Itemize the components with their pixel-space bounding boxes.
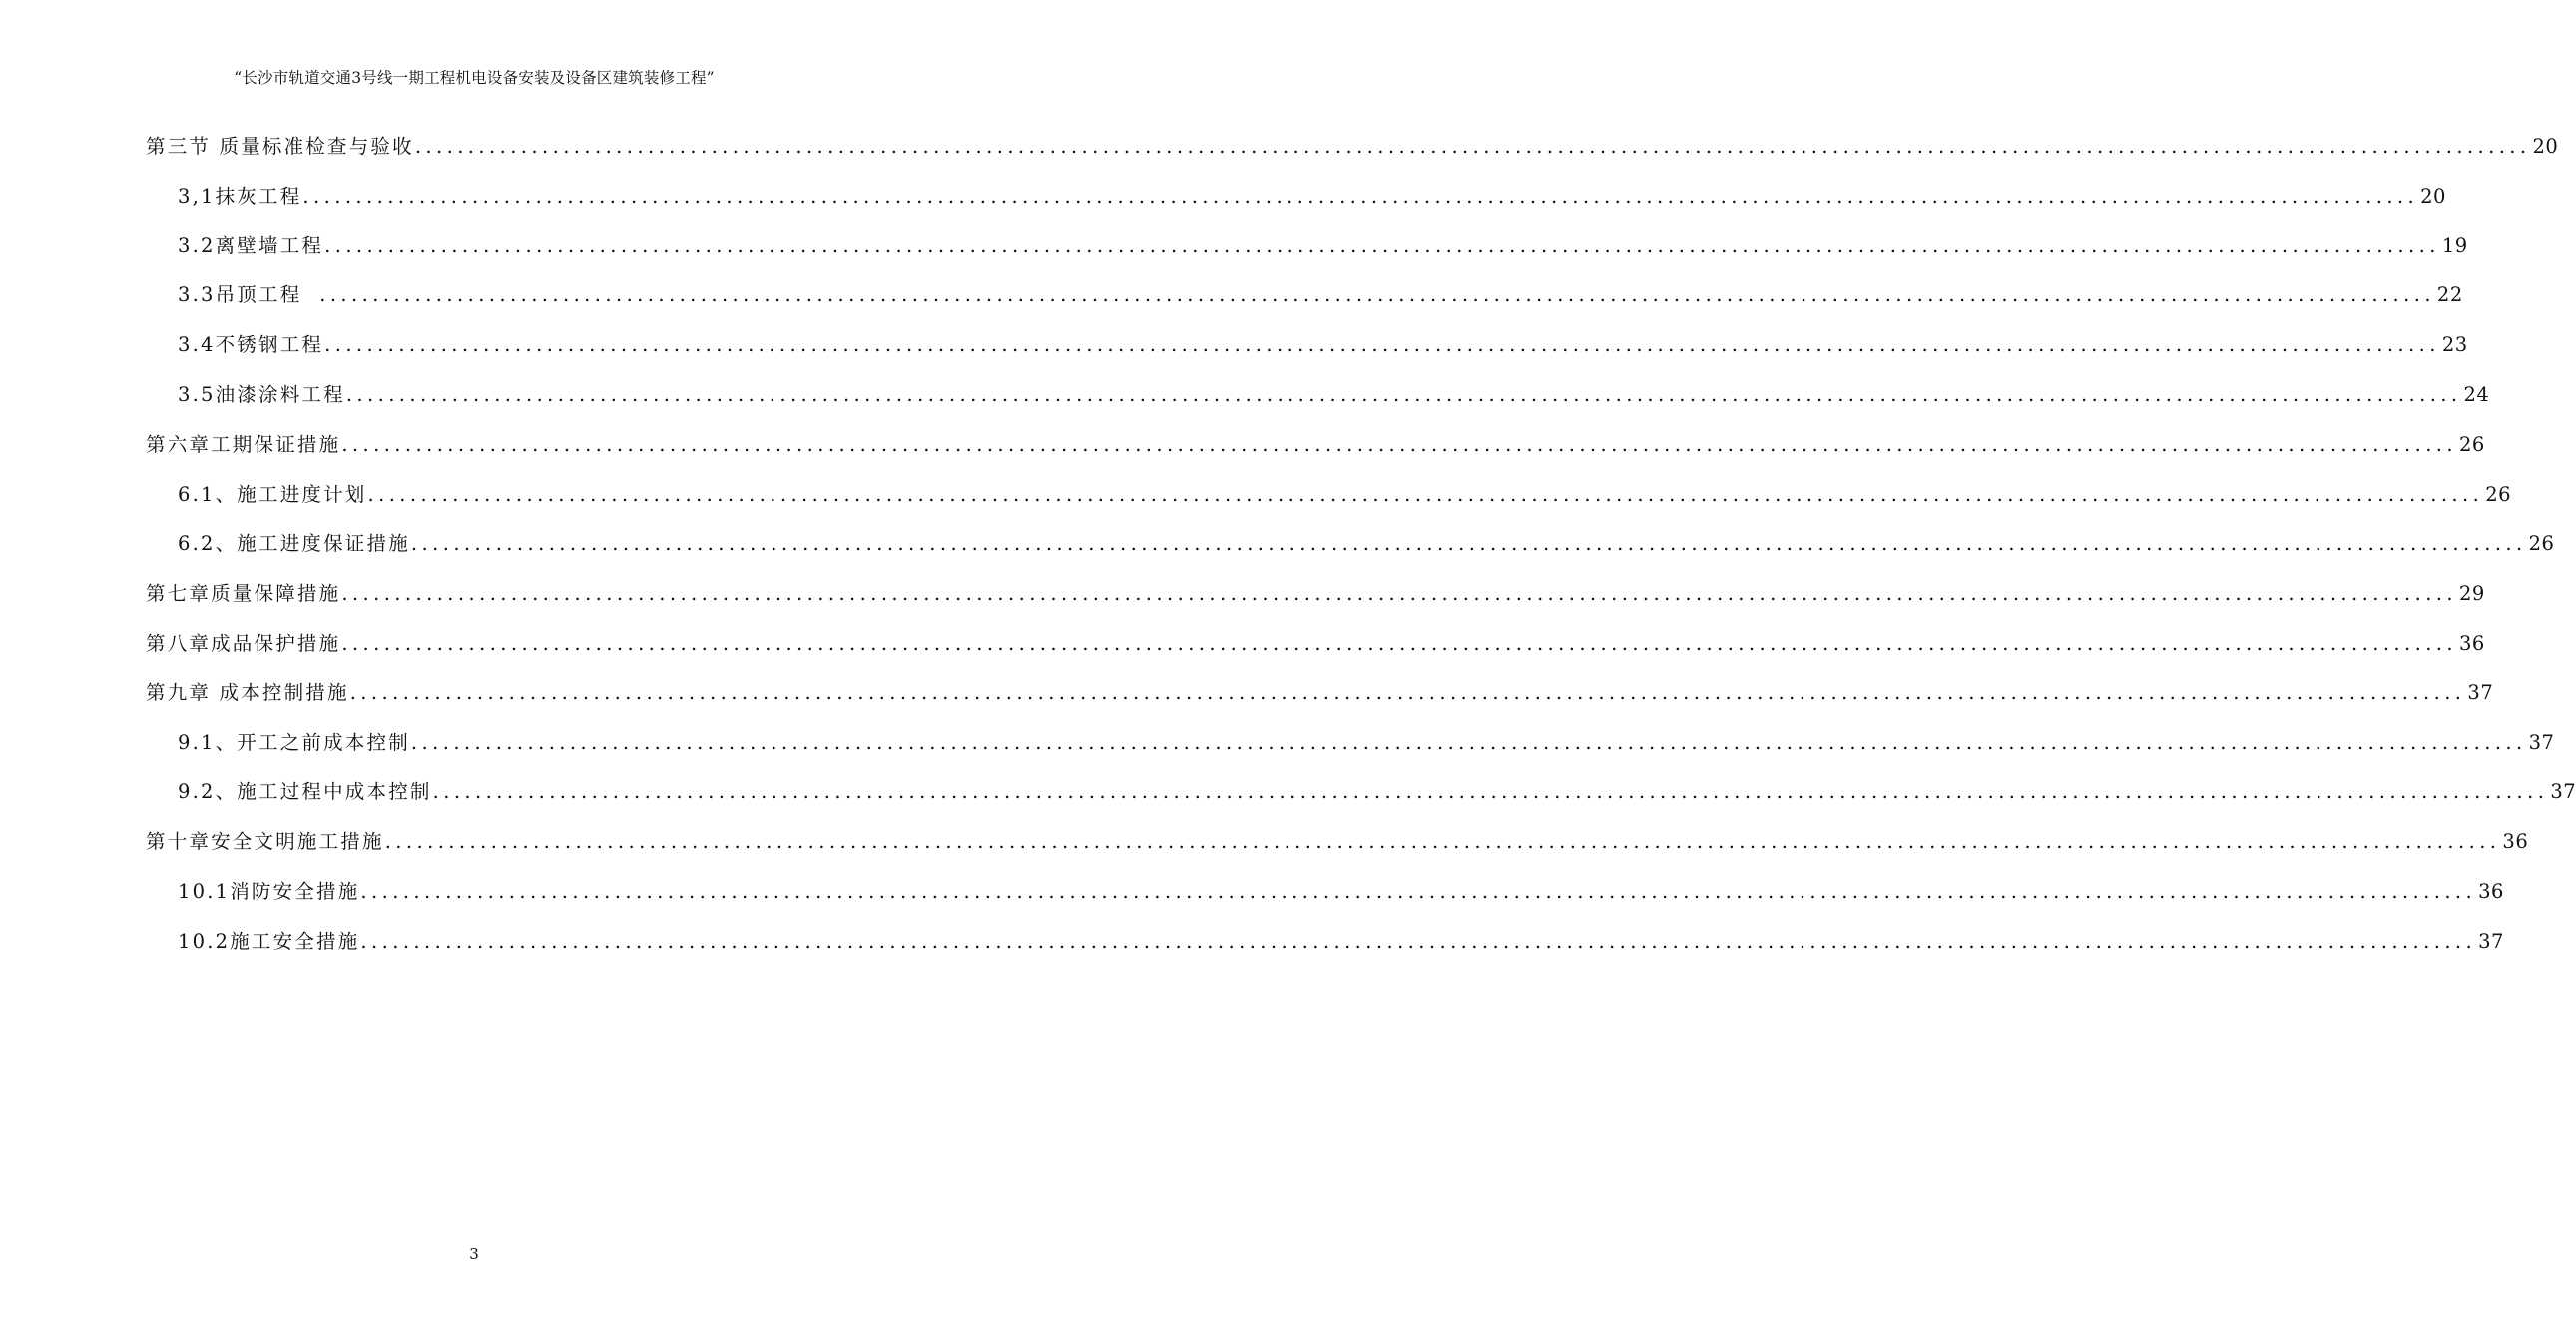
toc-dot-leader: ........................................................................................................................................................................................................ — [367, 482, 2484, 506]
toc-entry-title: 3.5油漆涂料工程 — [178, 382, 345, 406]
toc-entry-page: 37 — [2478, 929, 2504, 953]
toc-entry-title: 第六章工期保证措施 — [146, 432, 341, 456]
toc-entry[interactable] — [146, 131, 2559, 181]
toc-entry[interactable] — [146, 578, 2485, 628]
toc-dot-leader: ........................................................................................................................................................................................................ — [341, 582, 2458, 606]
toc-entry[interactable] — [146, 279, 2463, 329]
toc-dot-leader: ........................................................................................................................................................................................................ — [360, 929, 2477, 953]
toc-entry-page: 26 — [2459, 432, 2485, 456]
toc-entry-title: 3,1抹灰工程 — [178, 184, 302, 208]
toc-entry-title: 10.2施工安全措施 — [178, 929, 360, 953]
toc-entry-page: 37 — [2467, 680, 2494, 704]
toc-entry-page: 23 — [2441, 333, 2468, 357]
toc-dot-leader: ........................................................................................................................................................................................................ — [349, 680, 2466, 704]
toc-dot-leader: ........................................................................................................................................................................................................ — [360, 879, 2477, 903]
toc-dot-leader: ........................................................................................................................................................................................................ — [384, 830, 2501, 854]
toc-entry[interactable] — [146, 181, 2446, 230]
toc-entry-page: 37 — [2528, 730, 2555, 754]
toc-dot-leader: ........................................................................................................................................................................................................ — [324, 333, 2440, 357]
toc-entry-title: 10.1消防安全措施 — [178, 879, 360, 903]
toc-dot-leader: ........................................................................................................................................................................................................ — [341, 631, 2458, 655]
toc-entry[interactable] — [146, 329, 2468, 379]
toc-entry-title: 第十章安全文明施工措施 — [146, 830, 384, 854]
toc-entry-page: 26 — [2485, 482, 2512, 506]
toc-entry[interactable] — [146, 379, 2490, 429]
toc-entry[interactable] — [146, 230, 2468, 280]
toc-dot-leader: ........................................................................................................................................................................................................ — [302, 184, 2419, 208]
toc-entry-title: 6.2、施工进度保证措施 — [178, 532, 410, 556]
toc-entry[interactable] — [146, 628, 2485, 677]
toc-entry-page: 20 — [2532, 135, 2559, 158]
toc-entry-page: 36 — [2502, 830, 2529, 854]
toc-dot-leader: ........................................................................................................................................................................................................ — [410, 730, 2527, 754]
page-header: “长沙市轨道交通3号线一期工程机电设备安装及设备区建筑装修工程” — [234, 69, 715, 87]
toc-entry[interactable] — [146, 479, 2512, 529]
toc-entry-title: 6.1、施工进度计划 — [178, 482, 367, 506]
toc-dot-leader: ........................................................................................................................................................................................................ — [324, 233, 2440, 257]
toc-entry-page: 29 — [2459, 582, 2485, 606]
toc-entry-page: 22 — [2436, 283, 2463, 307]
toc-entry-title: 第八章成品保护措施 — [146, 631, 341, 655]
toc-dot-leader: ........................................................................................................................................................................................................ — [341, 432, 2458, 456]
toc-entry-page: 36 — [2459, 631, 2485, 655]
toc-entry[interactable] — [146, 528, 2555, 578]
toc-dot-leader: ........................................................................................................................................................................................................ — [432, 780, 2549, 804]
toc-entry-title: 第九章 成本控制措施 — [146, 680, 349, 704]
toc-dot-leader: ........................................................................................................................................................................................................ — [414, 135, 2531, 158]
toc-entry-title: 9.2、施工过程中成本控制 — [178, 780, 432, 804]
toc-entry[interactable] — [146, 776, 2576, 826]
toc-entry-page: 36 — [2478, 879, 2504, 903]
toc-entry-title: 3.3吊顶工程 — [178, 283, 319, 307]
toc-entry-page: 26 — [2528, 532, 2555, 556]
toc-entry-title: 3.4不锈钢工程 — [178, 333, 324, 357]
toc-entry[interactable] — [146, 677, 2494, 727]
toc-entry-page: 24 — [2463, 382, 2490, 406]
toc-entry[interactable] — [146, 926, 2504, 976]
toc-entry[interactable] — [146, 876, 2504, 926]
page-number: 3 — [469, 1245, 479, 1263]
toc-dot-leader: ........................................................................................................................................................................................................ — [319, 283, 2435, 307]
toc-entry[interactable] — [146, 727, 2555, 777]
toc-entry-title: 9.1、开工之前成本控制 — [178, 730, 410, 754]
table-of-contents — [146, 131, 2576, 976]
toc-dot-leader: ........................................................................................................................................................................................................ — [410, 532, 2527, 556]
toc-entry[interactable] — [146, 826, 2529, 876]
toc-entry-page: 19 — [2441, 233, 2468, 257]
toc-dot-leader: ........................................................................................................................................................................................................ — [345, 382, 2462, 406]
toc-entry-title: 3.2离壁墙工程 — [178, 233, 324, 257]
toc-entry-page: 20 — [2420, 184, 2446, 208]
toc-entry-page: 37 — [2550, 780, 2576, 804]
toc-entry-title: 第七章质量保障措施 — [146, 582, 341, 606]
toc-entry[interactable] — [146, 429, 2485, 479]
toc-entry-title: 第三节 质量标准检查与验收 — [146, 135, 414, 158]
